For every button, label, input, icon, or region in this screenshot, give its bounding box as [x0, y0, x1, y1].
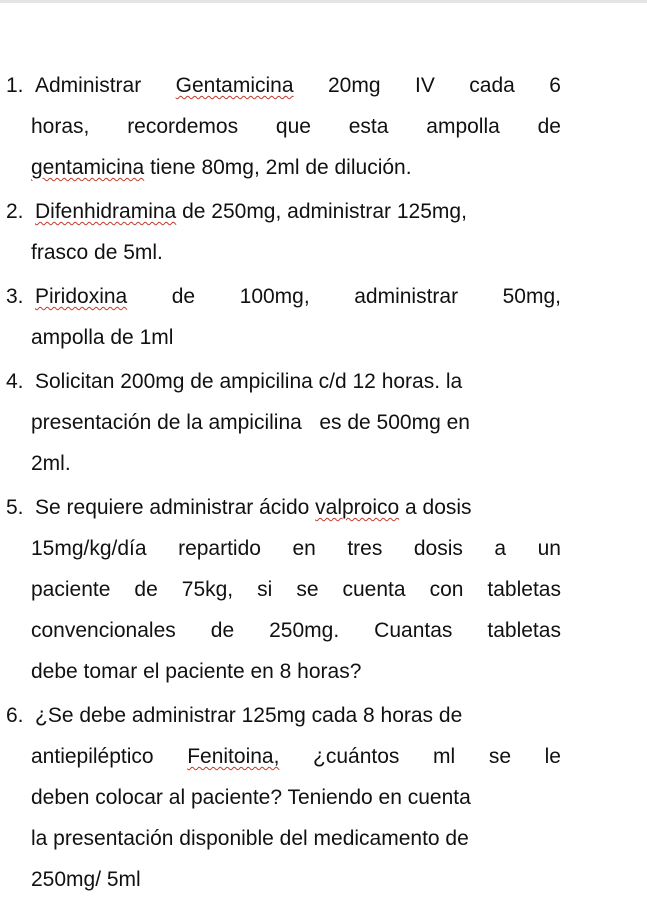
spellcheck-word: Fenitoina,: [187, 745, 280, 768]
item-6-line-1: ¿Se debe administrar 125mg cada 8 horas de: [35, 704, 463, 727]
item-6-line-5: 250mg/ 5ml: [31, 868, 141, 891]
word: Administrar: [35, 74, 142, 97]
item-4-line-1: Solicitan 200mg de ampicilina c/d 12 horas. la: [35, 370, 463, 393]
word: ml: [433, 745, 456, 768]
word: ampolla: [426, 115, 500, 138]
word: con: [429, 578, 464, 601]
item-5-line-2: [31, 537, 561, 561]
item-3-line-2: ampolla de 1ml: [31, 326, 174, 349]
item-1-number: 1.: [6, 74, 24, 97]
item-5-line-3: [31, 578, 561, 602]
word: administrar: [354, 285, 459, 308]
spellcheck-word: gentamicina: [31, 156, 145, 179]
word: dosis: [413, 537, 463, 560]
word: 15mg/kg/día: [31, 537, 147, 560]
item-1-line-1: [35, 74, 561, 98]
word: de: [537, 115, 561, 138]
word: de: [171, 285, 196, 308]
item-1-line-2: [31, 115, 561, 139]
word: le: [544, 745, 561, 768]
item-1-line-3: gentamicina tiene 80mg, 2ml de dilución.: [31, 156, 412, 179]
word: tabletas: [487, 619, 561, 642]
item-5-line-5: debe tomar el paciente en 8 horas?: [31, 660, 362, 683]
item-4-number: 4.: [6, 370, 24, 393]
item-2-line-1: Difenhidramina de 250mg, administrar 125mg,: [35, 200, 467, 223]
word: tres: [347, 537, 383, 560]
item-6-number: 6.: [6, 704, 24, 727]
word: 50mg,: [502, 285, 561, 308]
word: se: [488, 745, 512, 768]
item-5-line-1: Se requiere administrar ácido valproico a dosis: [35, 496, 472, 519]
item-6-line-3: deben colocar al paciente? Teniendo en cuenta: [31, 786, 471, 809]
word: 75kg,: [181, 578, 234, 601]
top-border: [0, 0, 647, 3]
item-5-line-4: [31, 619, 561, 643]
spellcheck-word: Gentamicina: [175, 74, 294, 97]
word: de: [210, 619, 235, 642]
word: horas,: [31, 115, 90, 138]
word: 250mg.: [269, 619, 340, 642]
spellcheck-word: Piridoxina: [35, 285, 128, 308]
word: IV: [414, 74, 435, 97]
word: antiepiléptico: [31, 745, 154, 768]
word: 6: [549, 74, 561, 97]
word: cada: [469, 74, 515, 97]
item-3-number: 3.: [6, 285, 24, 308]
word: ¿cuántos: [313, 745, 400, 768]
word: si: [257, 578, 273, 601]
word: que: [275, 115, 311, 138]
spellcheck-word: valproico: [315, 496, 400, 519]
word: 100mg,: [239, 285, 310, 308]
word: esta: [348, 115, 389, 138]
word: a: [494, 537, 507, 560]
word: convencionales: [31, 619, 176, 642]
item-5-number: 5.: [6, 496, 24, 519]
item-2-number: 2.: [6, 200, 24, 223]
item-4-line-3: 2ml.: [31, 452, 71, 475]
word: cuenta: [342, 578, 406, 601]
word: Cuantas: [374, 619, 453, 642]
word: un: [537, 537, 561, 560]
word: recordemos: [127, 115, 239, 138]
word: 20mg: [328, 74, 381, 97]
item-2-line-2: frasco de 5ml.: [31, 241, 163, 264]
item-4-line-2: presentación de la ampicilina es de 500mg en: [31, 411, 470, 434]
word: tabletas: [487, 578, 561, 601]
word: en: [292, 537, 316, 560]
item-6-line-4: la presentación disponible del medicamento de: [31, 827, 469, 850]
spellcheck-word: Difenhidramina: [35, 200, 177, 223]
item-6-line-2: [31, 745, 561, 769]
item-3-line-1: [35, 285, 561, 309]
word: paciente: [31, 578, 111, 601]
word: se: [296, 578, 319, 601]
word: de: [134, 578, 158, 601]
word: repartido: [178, 537, 261, 560]
